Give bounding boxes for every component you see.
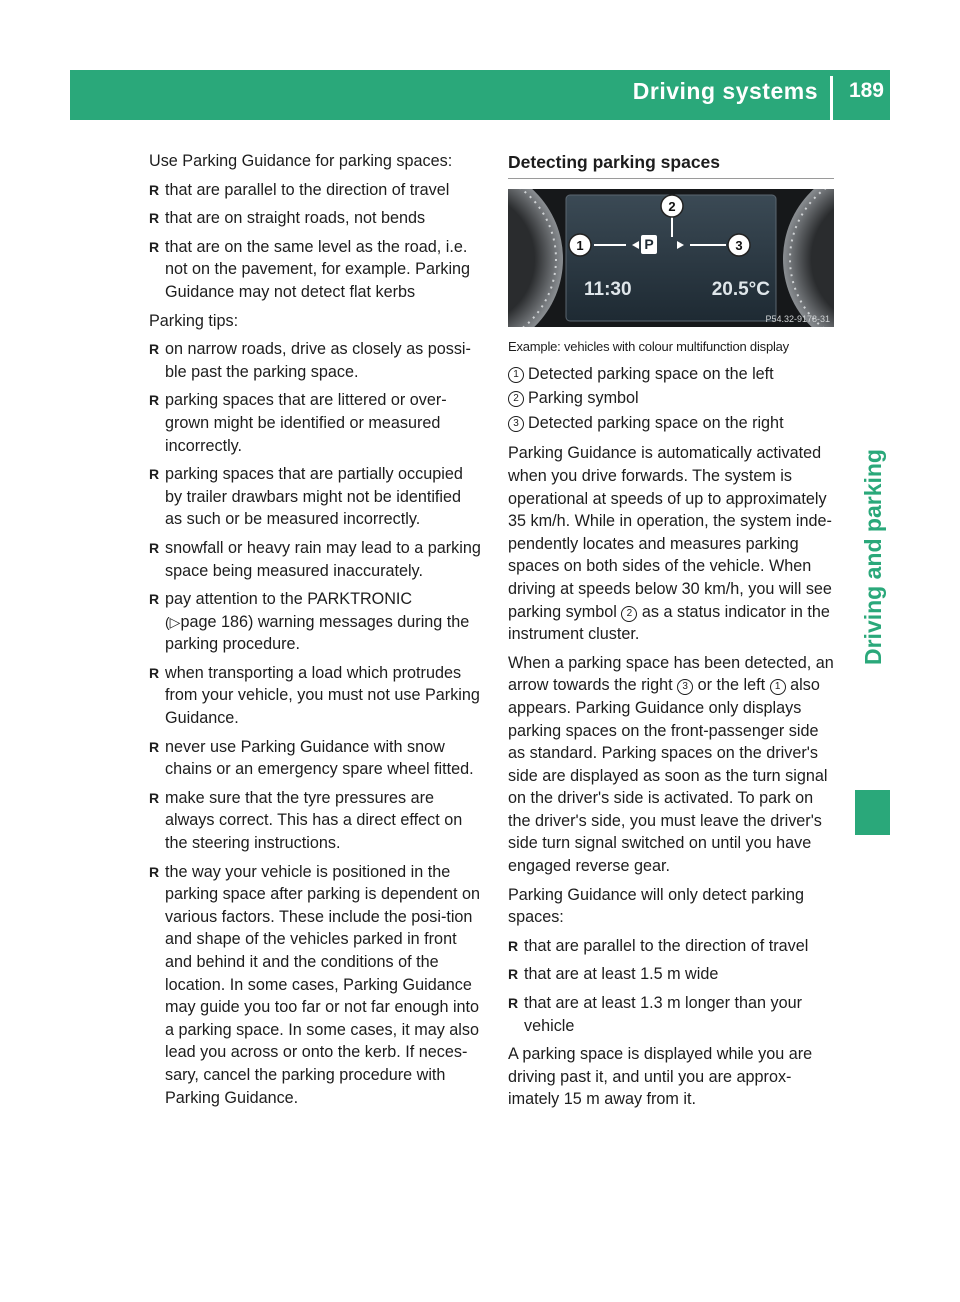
paragraph: Parking Guidance will only detect parking spaces:: [508, 885, 805, 927]
list-item: R pay attention to the PARKTRONIC (▷page 186) warning messages during the parking procedure.: [149, 590, 470, 654]
inline-callout-1: 1: [770, 679, 786, 695]
paragraph: When a parking space has been detected, an arrow towards the right 3 or the left 1 also appears. Parking Guidance only displays parking spaces on the front-passenger side as standard. Parking spaces on the driver's side are displayed as soon as the turn signal on the driver's side is activated. To park on the driver's side, you must leave the driver's side turn signal switched on until you have engaged reverse gear.: [508, 653, 834, 876]
list-item: R on narrow roads, drive as closely as possi-ble past the parking space.: [149, 340, 471, 381]
chapter-marker-block: [855, 790, 890, 835]
header-divider: [830, 76, 833, 120]
list-item: R that are at least 1.5 m wide: [508, 963, 834, 986]
section-heading: Detecting parking spaces: [508, 150, 834, 179]
bullet-glyph: R: [508, 966, 519, 983]
bullet-glyph: R: [149, 466, 160, 483]
display-time: 11:30: [584, 279, 632, 300]
bullet-glyph: R: [149, 789, 160, 806]
bullet-glyph: R: [149, 341, 160, 358]
inline-callout-2: 2: [621, 606, 637, 622]
paragraph: Parking Guidance is automatically activated when you drive forwards. The system is operational at speeds of up to approximately 35 km/h. While in operation, the system inde-pendently locates and measures parking spaces on both sides of the vehicle. When driving at speeds below 30 km/h, you will see parking symbol 2 as a status indicator in the instrument cluster.: [508, 444, 832, 644]
bullet-glyph: R: [149, 238, 160, 255]
list-item: R snowfall or heavy rain may lead to a parking space being measured inaccurately.: [149, 538, 481, 580]
right-column: [508, 150, 834, 1117]
legend-item: [508, 412, 834, 435]
tips-label: Parking tips:: [149, 311, 239, 330]
intro-text: Use Parking Guidance for parking spaces:: [149, 152, 453, 170]
bullet-glyph: R: [149, 863, 160, 880]
list-item: R that are on straight roads, not bends: [149, 207, 482, 230]
bullet-glyph: R: [149, 392, 160, 409]
list-item: R that are parallel to the direction of travel: [508, 935, 834, 958]
page-reference-link[interactable]: page 186) warning messages during the parking procedure.: [165, 612, 470, 654]
legend-number: 3: [508, 416, 524, 432]
list-item: R make sure that the tyre pressures are always correct. This has a direct effect on the steering instructions.: [149, 788, 463, 853]
inline-callout-3: 3: [677, 679, 693, 695]
display-temperature: 20.5°C: [711, 279, 770, 300]
list-item: R the way your vehicle is positioned in the parking space after parking is dependent on various factors. These include the posi-tion and shape of the vehicles parked in front and behind it and the conditions of the location. In some cases, Parking Guidance may guide you too far or not far enough into a parking space. In some cases, it may also lead you across or onto the kerb. If neces-sary, cancel the parking procedure with Parking Guidance.: [149, 862, 480, 1107]
page-reference-icon: (▷: [165, 613, 181, 630]
bullet-glyph: R: [508, 995, 519, 1012]
legend-item: [508, 387, 834, 410]
bullet-glyph: R: [149, 664, 160, 681]
tips-bullet-list: [149, 338, 482, 1109]
legend-number: 1: [508, 367, 524, 383]
parking-symbol-letter: P: [644, 236, 654, 252]
callout-3-label: 3: [735, 238, 743, 253]
left-column: [149, 150, 482, 1115]
callout-2-label: 2: [668, 199, 676, 214]
list-item: R parking spaces that are littered or over-grown might be identified or measured incorrectly.: [149, 391, 447, 455]
figure-caption: Example: vehicles with colour multifunction display: [508, 339, 789, 354]
header-bar: [70, 70, 890, 120]
instrument-cluster-figure: [508, 189, 834, 327]
bullet-glyph: R: [149, 210, 160, 227]
chapter-side-tab: [855, 225, 890, 865]
bullet-glyph: R: [149, 181, 160, 198]
chapter-label: Driving and parking: [860, 449, 886, 665]
bullet-glyph: R: [508, 937, 519, 954]
list-item: R when transporting a load which protrudes from your vehicle, you must not use Parking Guidance.: [149, 663, 480, 728]
paragraph: A parking space is displayed while you are driving past it, and until you are approx-imately 15 m away from it.: [508, 1045, 813, 1109]
list-item: R never use Parking Guidance with snow chains or an emergency spare wheel fitted.: [149, 737, 474, 779]
page-number: 189: [848, 79, 884, 102]
cluster-illustration: [508, 189, 834, 327]
bullet-glyph: R: [149, 738, 160, 755]
section-title: Driving systems: [632, 78, 818, 104]
requirements-bullet-list: [508, 935, 834, 1037]
legend-text: Detected parking space on the right: [528, 413, 784, 432]
legend-item: [508, 363, 834, 386]
list-item: R that are parallel to the direction of travel: [149, 179, 482, 202]
bullet-glyph: R: [149, 591, 160, 608]
list-item: R that are on the same level as the road, i.e. not on the pavement, for example. Parking Guidance may not detect flat kerbs: [149, 237, 471, 301]
callout-1-label: 1: [576, 238, 584, 253]
legend-text: Parking symbol: [528, 389, 639, 408]
figure-code: P54.32-9178-31: [765, 314, 830, 324]
legend-text: Detected parking space on the left: [528, 364, 774, 383]
list-item: R that are at least 1.3 m longer than your vehicle: [508, 994, 803, 1035]
legend-number: 2: [508, 391, 524, 407]
list-item: R parking spaces that are partially occupied by trailer drawbars might not be identified as such or be measured incorrectly.: [149, 465, 463, 529]
intro-bullet-list: [149, 179, 482, 304]
bullet-glyph: R: [149, 539, 160, 556]
